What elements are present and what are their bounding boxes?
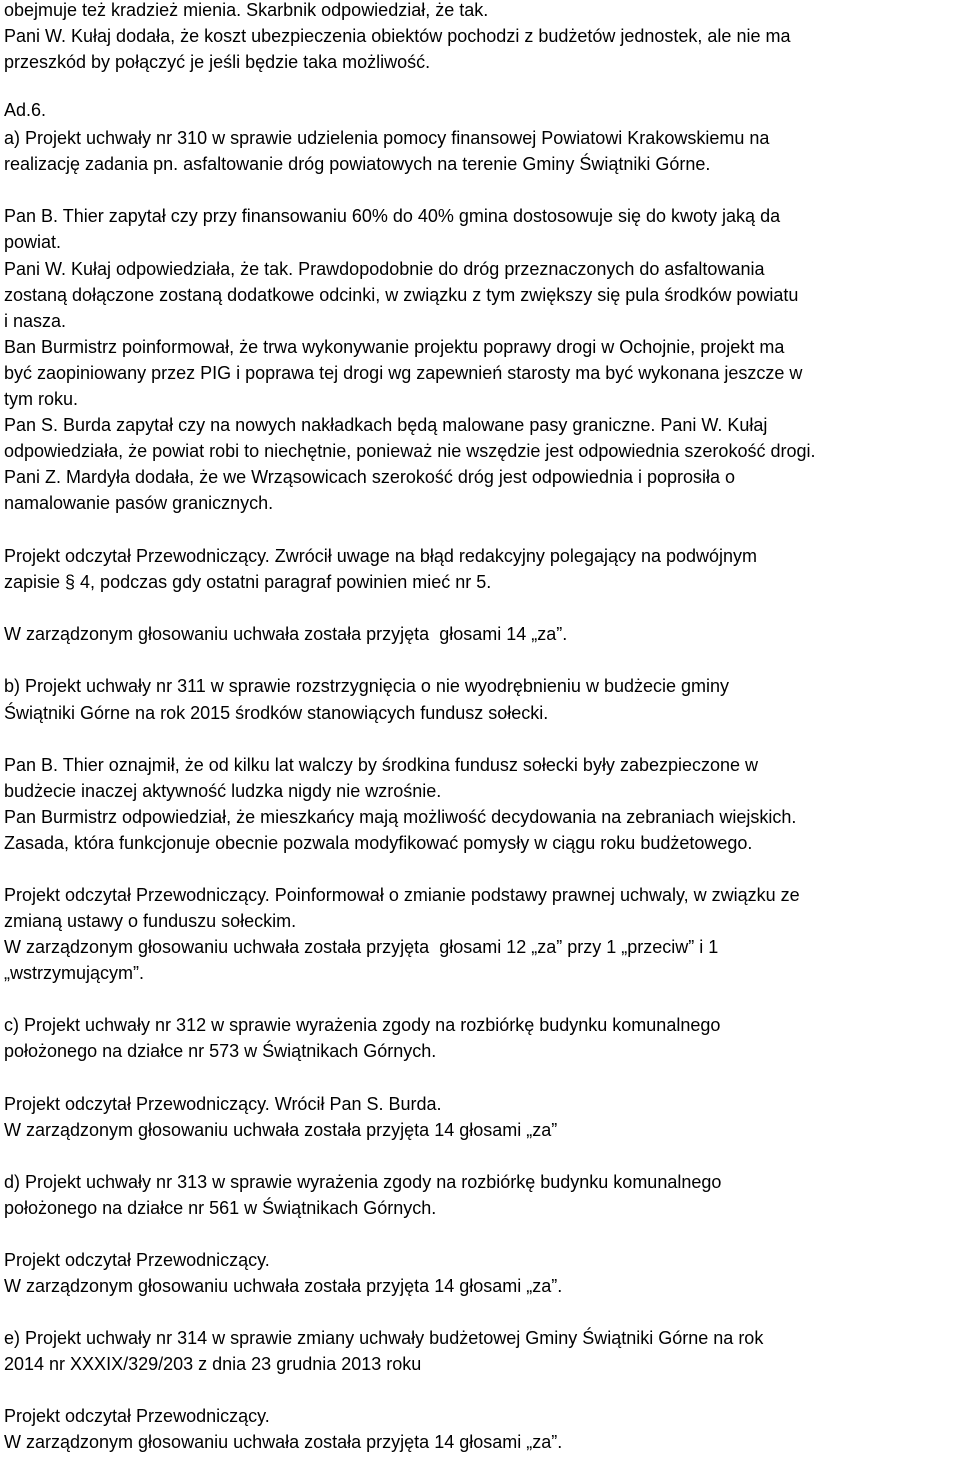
text-line: e) Projekt uchwały nr 314 w sprawie zmiany uchwały budżetowej Gminy Świątniki Górne na rok xyxy=(4,1328,764,1348)
text-line: Świątniki Górne na rok 2015 środków stanowiących fundusz sołecki. xyxy=(4,703,549,723)
text-line: Pan B. Thier zapytał czy przy finansowaniu 60% do 40% gmina dostosowuje się do kwoty jaką da xyxy=(4,206,781,226)
text-line: c) Projekt uchwały nr 312 w sprawie wyrażenia zgody na rozbiórkę budynku komunalnego xyxy=(4,1015,721,1035)
text-line: Projekt odczytał Przewodniczący. Zwrócił uwage na błąd redakcyjny polegający na podwójnym xyxy=(4,546,758,566)
text-line: Projekt odczytał Przewodniczący. xyxy=(4,1250,270,1270)
text-line: 2014 nr XXXIX/329/203 z dnia 23 grudnia 2013 roku xyxy=(4,1354,422,1374)
text-line: Zasada, która funkcjonuje obecnie pozwala modyfikować pomysły w ciągu roku budżetowego. xyxy=(4,833,753,853)
text-line: realizację zadania pn. asfaltowanie dróg powiatowych na terenie Gminy Świątniki Górne. xyxy=(4,154,711,174)
text-line: „wstrzymującym”. xyxy=(4,963,144,983)
text-line: położonego na działce nr 573 w Świątnikach Górnych. xyxy=(4,1041,437,1061)
text-line: namalowanie pasów granicznych. xyxy=(4,493,274,513)
text-line: budżecie inaczej aktywność ludzka nigdy nie wzrośnie. xyxy=(4,781,442,801)
text-line: Projekt odczytał Przewodniczący. Poinformował o zmianie podstawy prawnej uchwaly, w związku ze xyxy=(4,885,800,905)
text-line: W zarządzonym głosowaniu uchwała została przyjęta 14 głosami „za”. xyxy=(4,1432,563,1452)
text-line: Projekt odczytał Przewodniczący. xyxy=(4,1406,270,1426)
text-line: Pan S. Burda zapytał czy na nowych nakładkach będą malowane pasy graniczne. Pani W. Kułaj xyxy=(4,415,768,435)
text-line: Pani W. Kułaj odpowiedziała, że tak. Prawdopodobnie do dróg przeznaczonych do asfaltowania xyxy=(4,259,765,279)
text-line: być zaopiniowany przez PIG i poprawa tej drogi wg zapewnień starosty ma być wykonana jeszcze w xyxy=(4,363,803,383)
text-line: b) Projekt uchwały nr 311 w sprawie rozstrzygnięcia o nie wyodrębnieniu w budżecie gminy xyxy=(4,676,730,696)
text-line: przeszkód by połączyć je jeśli będzie taka możliwość. xyxy=(4,52,431,72)
text-line: a) Projekt uchwały nr 310 w sprawie udzielenia pomocy finansowej Powiatowi Krakowskiemu na xyxy=(4,128,770,148)
text-line: W zarządzonym głosowaniu uchwała została przyjęta 14 głosami „za”. xyxy=(4,1276,563,1296)
text-line: W zarządzonym głosowaniu uchwała została przyjęta głosami 12 „za” przy 1 „przeciw” i 1 xyxy=(4,937,719,957)
text-line: obejmuje też kradzież mienia. Skarbnik odpowiedział, że tak. xyxy=(4,0,489,20)
text-line: zmianą ustawy o funduszu sołeckim. xyxy=(4,911,297,931)
text-line: Pani Z. Mardyła dodała, że we Wrząsowicach szerokość dróg jest odpowiednia i poprosiła o xyxy=(4,467,736,487)
text-line: Pani W. Kułaj dodała, że koszt ubezpieczenia obiektów pochodzi z budżetów jednostek, ale nie ma xyxy=(4,26,791,46)
text-line: Projekt odczytał Przewodniczący. Wrócił Pan S. Burda. xyxy=(4,1094,442,1114)
text-line: zostaną dołączone zostaną dodatkowe odcinki, w związku z tym zwiększy się pula środków powiatu xyxy=(4,285,799,305)
text-line: Ban Burmistrz poinformował, że trwa wykonywanie projektu poprawy drogi w Ochojnie, projekt ma xyxy=(4,337,785,357)
text-line: Pan B. Thier oznajmił, że od kilku lat walczy by środkina fundusz sołecki były zabezpieczone w xyxy=(4,755,759,775)
section-heading: Ad.6. xyxy=(4,100,47,120)
text-line: zapisie § 4, podczas gdy ostatni paragraf powinien mieć nr 5. xyxy=(4,572,492,592)
text-line: W zarządzonym głosowaniu uchwała została przyjęta 14 głosami „za” xyxy=(4,1120,558,1140)
text-line: odpowiedziała, że powiat robi to niechętnie, ponieważ nie wszędzie jest odpowiednia szerokość drogi. xyxy=(4,441,816,461)
text-line: tym roku. xyxy=(4,389,79,409)
text-line: Pan Burmistrz odpowiedział, że mieszkańcy mają możliwość decydowania na zebraniach wiejskich. xyxy=(4,807,797,827)
text-line: i nasza. xyxy=(4,311,67,331)
text-line: powiat. xyxy=(4,232,62,252)
text-line: d) Projekt uchwały nr 313 w sprawie wyrażenia zgody na rozbiórkę budynku komunalnego xyxy=(4,1172,722,1192)
text-line: położonego na działce nr 561 w Świątnikach Górnych. xyxy=(4,1198,437,1218)
text-line: W zarządzonym głosowaniu uchwała została przyjęta głosami 14 „za”. xyxy=(4,624,568,644)
